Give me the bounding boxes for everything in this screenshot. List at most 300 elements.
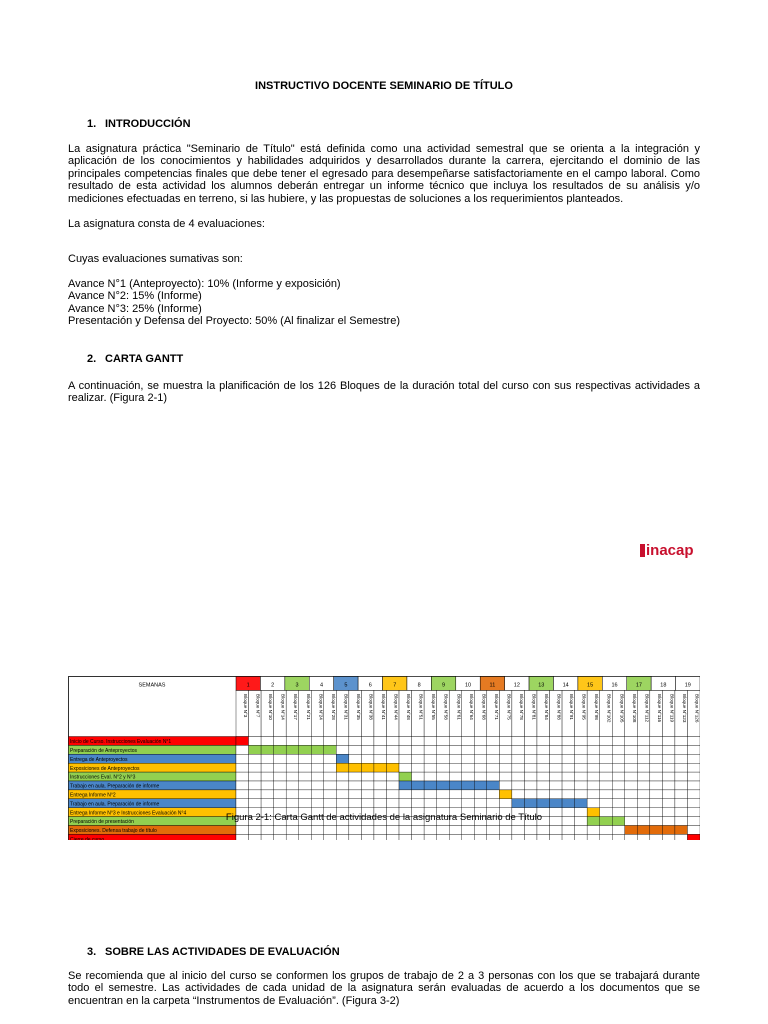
gantt-grid-cell — [662, 799, 675, 808]
gantt-grid-cell — [412, 754, 425, 763]
gantt-grid-cell — [412, 763, 425, 772]
gantt-grid-cell — [274, 799, 287, 808]
gantt-activity-bar — [562, 799, 575, 808]
gantt-activity-bar — [687, 834, 700, 840]
gantt-grid-cell — [524, 826, 537, 835]
gantt-grid-cell — [424, 763, 437, 772]
gantt-grid-cell — [299, 799, 312, 808]
gantt-grid-cell — [600, 745, 613, 754]
gantt-grid-cell — [374, 772, 387, 781]
figure-caption: Figura 2-1: Carta Gantt de actividades de la asignatura Seminario de Título — [225, 812, 543, 823]
gantt-activity-bar — [349, 763, 362, 772]
gantt-grid-cell — [386, 799, 399, 808]
gantt-grid-cell — [487, 790, 500, 799]
gantt-block-label: Bloque N°21 — [305, 694, 311, 720]
gantt-block-label: Bloque N°78 — [518, 694, 524, 720]
gantt-grid-cell — [361, 799, 374, 808]
gantt-grid-cell — [612, 754, 625, 763]
summative-evaluations-line: Cuyas evaluaciones sumativas son: — [68, 253, 243, 265]
gantt-grid-cell — [612, 745, 625, 754]
section-1-number: 1. — [87, 118, 97, 130]
gantt-grid-cell — [637, 799, 650, 808]
gantt-activity-bar — [336, 763, 349, 772]
gantt-activity-bar — [499, 790, 512, 799]
gantt-grid-cell — [612, 790, 625, 799]
gantt-grid-cell — [374, 754, 387, 763]
gantt-grid-cell — [625, 763, 638, 772]
gantt-grid-cell — [286, 737, 299, 746]
gantt-grid-cell — [662, 737, 675, 746]
gantt-grid-cell — [349, 745, 362, 754]
gantt-grid-cell — [286, 763, 299, 772]
gantt-grid-cell — [386, 745, 399, 754]
gantt-grid-cell — [562, 745, 575, 754]
gantt-grid-cell — [449, 763, 462, 772]
gantt-grid-cell — [386, 826, 399, 835]
gantt-grid-cell — [612, 737, 625, 746]
gantt-grid-cell — [650, 834, 663, 840]
gantt-grid-cell — [662, 834, 675, 840]
gantt-grid-cell — [662, 754, 675, 763]
gantt-grid-cell — [587, 754, 600, 763]
gantt-block-label: Bloque N°126 — [694, 694, 700, 723]
gantt-activity-bar — [399, 781, 412, 790]
evaluation-item: Avance N°2: 15% (Informe) — [68, 290, 202, 303]
gantt-grid-cell — [474, 834, 487, 840]
gantt-grid-cell — [562, 781, 575, 790]
gantt-grid-cell — [487, 745, 500, 754]
gantt-block-label: Bloque N°28 — [330, 694, 336, 720]
gantt-grid-cell — [349, 781, 362, 790]
gantt-grid-cell — [675, 754, 688, 763]
evaluation-item: Presentación y Defensa del Proyecto: 50% (Al finalizar el Semestre) — [68, 315, 400, 328]
gantt-grid-cell — [412, 826, 425, 835]
gantt-grid-cell — [637, 737, 650, 746]
gantt-block-label: Bloque N°116 — [656, 694, 662, 723]
section-2-heading — [87, 353, 183, 365]
gantt-grid-cell — [499, 834, 512, 840]
gantt-grid-cell — [625, 834, 638, 840]
gantt-grid-cell — [487, 737, 500, 746]
gantt-grid-cell — [236, 790, 249, 799]
gantt-grid-cell — [587, 737, 600, 746]
gantt-grid-cell — [524, 745, 537, 754]
gantt-grid-cell — [274, 754, 287, 763]
gantt-grid-cell — [487, 754, 500, 763]
introduction-paragraph: La asignatura práctica "Seminario de Título" está definida como una actividad semestral que se orienta a la integración y aplicación de los conocimientos y habilidades adquiridos y desarrollados durante la carrera, ejercitando el dominio de las principales competencias finales que debe tener el egresado para desempeñarse satisfactoriamente en el campo laboral. Como resultado de esta actividad los alumnos deberán entregar un informe técnico que incluya los resultados de su análisis y/o mediciones efectuadas en terreno, si las hubiere, y las propuestas de soluciones a los requerimientos planteados. — [68, 143, 700, 205]
gantt-grid-cell — [399, 834, 412, 840]
gantt-grid-cell — [311, 772, 324, 781]
gantt-grid-cell — [249, 763, 262, 772]
gantt-grid-cell — [562, 737, 575, 746]
gantt-grid-cell — [324, 772, 337, 781]
gantt-week-label: 8 — [417, 682, 421, 689]
gantt-grid-cell — [349, 772, 362, 781]
gantt-grid-cell — [274, 737, 287, 746]
gantt-grid-cell — [311, 781, 324, 790]
gantt-block-label: Bloque N°35 — [355, 694, 361, 720]
gantt-grid-cell — [311, 834, 324, 840]
gantt-block-label: Bloque N°41 — [381, 694, 387, 720]
gantt-grid-cell — [462, 799, 475, 808]
gantt-grid-cell — [437, 790, 450, 799]
gantt-grid-cell — [487, 799, 500, 808]
gantt-grid-cell — [687, 772, 700, 781]
gantt-activity-bar — [487, 781, 500, 790]
gantt-grid-cell — [662, 745, 675, 754]
gantt-grid-cell — [412, 772, 425, 781]
gantt-grid-cell — [562, 763, 575, 772]
gantt-week-label: 3 — [295, 682, 299, 689]
gantt-grid-cell — [449, 834, 462, 840]
section-1-title: INTRODUCCIÓN — [105, 118, 191, 130]
gantt-block-label: Bloque N°64 — [468, 694, 474, 720]
gantt-grid-cell — [311, 790, 324, 799]
gantt-block-label: Bloque N°61 — [456, 694, 462, 720]
evaluations-count-line: La asignatura consta de 4 evaluaciones: — [68, 218, 265, 230]
gantt-block-label: Bloque N°48 — [406, 694, 412, 720]
gantt-grid-cell — [274, 790, 287, 799]
gantt-grid-cell — [600, 790, 613, 799]
gantt-grid-cell — [587, 799, 600, 808]
gantt-grid-cell — [474, 745, 487, 754]
gantt-grid-cell — [299, 826, 312, 835]
gantt-grid-cell — [249, 754, 262, 763]
gantt-grid-cell — [399, 799, 412, 808]
gantt-grid-cell — [612, 834, 625, 840]
gantt-grid-cell — [424, 799, 437, 808]
gantt-grid-cell — [449, 799, 462, 808]
gantt-grid-cell — [374, 834, 387, 840]
gantt-grid-cell — [550, 763, 563, 772]
gantt-grid-cell — [637, 781, 650, 790]
gantt-grid-cell — [462, 745, 475, 754]
gantt-grid-cell — [625, 772, 638, 781]
gantt-activity-bar — [299, 745, 312, 754]
gantt-grid-cell — [462, 763, 475, 772]
gantt-grid-cell — [261, 763, 274, 772]
gantt-grid-cell — [575, 763, 588, 772]
gantt-grid-cell — [399, 763, 412, 772]
gantt-grid-cell — [299, 834, 312, 840]
gantt-activity-label: Entrega Informe N°3 e Instrucciones Evaluación N°4 — [70, 810, 187, 817]
gantt-week-label: 11 — [489, 682, 496, 689]
gantt-grid-cell — [675, 763, 688, 772]
gantt-grid-cell — [286, 799, 299, 808]
gantt-grid-cell — [587, 763, 600, 772]
gantt-grid-cell — [236, 781, 249, 790]
gantt-week-label: 7 — [393, 682, 397, 689]
gantt-grid-cell — [261, 781, 274, 790]
gantt-grid-cell — [374, 745, 387, 754]
gantt-grid-cell — [562, 790, 575, 799]
gantt-week-label: 18 — [660, 682, 667, 689]
gantt-block-label: Bloque N°44 — [393, 694, 399, 720]
gantt-grid-cell — [249, 790, 262, 799]
gantt-grid-cell — [374, 737, 387, 746]
gantt-grid-cell — [399, 826, 412, 835]
gantt-grid-cell — [524, 790, 537, 799]
gantt-activity-label: Trabajo en aula. Preparación de informe — [70, 783, 160, 790]
section-3-title: SOBRE LAS ACTIVIDADES DE EVALUACIÓN — [105, 946, 340, 958]
gantt-grid-cell — [311, 737, 324, 746]
gantt-grid-cell — [274, 826, 287, 835]
gantt-activity-bar — [412, 781, 425, 790]
gantt-grid-cell — [449, 737, 462, 746]
gantt-grid-cell — [336, 781, 349, 790]
gantt-activity-label: Entrega de Anteproyectos — [70, 756, 128, 763]
gantt-grid-cell — [687, 745, 700, 754]
gantt-grid-cell — [600, 763, 613, 772]
gantt-grid-cell — [537, 745, 550, 754]
gantt-grid-cell — [324, 826, 337, 835]
gantt-grid-cell — [361, 754, 374, 763]
gantt-block-label: Bloque N°31 — [343, 694, 349, 720]
gantt-grid-cell — [236, 763, 249, 772]
gantt-activity-bar — [261, 745, 274, 754]
gantt-grid-cell — [474, 790, 487, 799]
gantt-grid-cell — [474, 754, 487, 763]
gantt-grid-cell — [249, 772, 262, 781]
gantt-grid-cell — [236, 772, 249, 781]
gantt-grid-cell — [499, 754, 512, 763]
gantt-block-label: Bloque N°119 — [669, 694, 675, 723]
gantt-grid-cell — [336, 772, 349, 781]
gantt-grid-cell — [600, 834, 613, 840]
gantt-grid-cell — [336, 826, 349, 835]
gantt-grid-cell — [550, 754, 563, 763]
gantt-activity-label: Preparación de Anteproyectos — [70, 748, 137, 754]
gantt-intro-paragraph: A continuación, se muestra la planificación de los 126 Bloques de la duración total del curso con sus respectivas actividades a realizar. (Figura 2-1) — [68, 380, 700, 405]
gantt-grid-cell — [499, 781, 512, 790]
gantt-grid-cell — [274, 834, 287, 840]
gantt-grid-cell — [512, 754, 525, 763]
gantt-grid-cell — [499, 745, 512, 754]
gantt-grid-cell — [637, 754, 650, 763]
gantt-grid-cell — [537, 763, 550, 772]
gantt-grid-cell — [637, 745, 650, 754]
gantt-grid-cell — [462, 754, 475, 763]
gantt-grid-cell — [625, 737, 638, 746]
gantt-grid-cell — [587, 772, 600, 781]
section-1-heading — [87, 118, 191, 130]
gantt-grid-cell — [687, 799, 700, 808]
gantt-grid-cell — [675, 745, 688, 754]
gantt-activity-bar — [437, 781, 450, 790]
gantt-grid-cell — [324, 754, 337, 763]
gantt-block-label: Bloque N°98 — [594, 694, 600, 720]
gantt-week-label: 12 — [513, 682, 520, 689]
gantt-grid-cell — [424, 790, 437, 799]
gantt-grid-cell — [575, 737, 588, 746]
gantt-grid-cell — [687, 790, 700, 799]
gantt-grid-cell — [687, 826, 700, 835]
gantt-block-label: Bloque N°68 — [481, 694, 487, 720]
gantt-grid-cell — [437, 754, 450, 763]
gantt-grid-cell — [612, 772, 625, 781]
gantt-grid-cell — [462, 772, 475, 781]
gantt-grid-cell — [286, 754, 299, 763]
gantt-activity-bar — [474, 781, 487, 790]
gantt-grid-cell — [437, 772, 450, 781]
gantt-grid-cell — [336, 799, 349, 808]
gantt-grid-cell — [399, 737, 412, 746]
gantt-grid-cell — [236, 754, 249, 763]
gantt-grid-cell — [437, 834, 450, 840]
gantt-grid-cell — [550, 790, 563, 799]
gantt-grid-cell — [424, 745, 437, 754]
gantt-grid-cell — [512, 781, 525, 790]
logo-text: inacap — [646, 542, 694, 559]
gantt-activity-bar — [625, 826, 638, 835]
gantt-block-label: Bloque N°91 — [569, 694, 575, 720]
gantt-grid-cell — [462, 790, 475, 799]
gantt-grid-cell — [374, 799, 387, 808]
section-2-title: CARTA GANTT — [105, 353, 184, 365]
gantt-grid-cell — [361, 834, 374, 840]
gantt-grid-cell — [336, 737, 349, 746]
gantt-grid-cell — [650, 790, 663, 799]
gantt-activity-bar — [274, 745, 287, 754]
gantt-grid-cell — [575, 745, 588, 754]
gantt-grid-cell — [424, 772, 437, 781]
gantt-grid-cell — [349, 754, 362, 763]
gantt-activity-bar — [374, 763, 387, 772]
gantt-block-label: Bloque N°88 — [556, 694, 562, 720]
gantt-activity-bar — [550, 799, 563, 808]
gantt-grid-cell — [650, 781, 663, 790]
gantt-grid-cell — [286, 834, 299, 840]
evaluation-item: Avance N°1 (Anteproyecto): 10% (Informe y exposición) — [68, 278, 341, 290]
gantt-grid-cell — [662, 772, 675, 781]
gantt-grid-cell — [675, 799, 688, 808]
gantt-grid-cell — [687, 781, 700, 790]
gantt-week-label: 1 — [246, 682, 250, 689]
gantt-block-label: Bloque N°58 — [443, 694, 449, 720]
gantt-grid-cell — [637, 790, 650, 799]
gantt-grid-cell — [299, 772, 312, 781]
gantt-grid-cell — [349, 799, 362, 808]
gantt-grid-cell — [537, 790, 550, 799]
gantt-activity-bar — [399, 772, 412, 781]
gantt-grid-cell — [575, 790, 588, 799]
gantt-grid-cell — [587, 745, 600, 754]
gantt-grid-cell — [612, 826, 625, 835]
gantt-grid-cell — [399, 790, 412, 799]
gantt-grid-cell — [600, 799, 613, 808]
gantt-grid-cell — [612, 799, 625, 808]
gantt-activity-bar — [311, 745, 324, 754]
gantt-grid-cell — [537, 781, 550, 790]
gantt-grid-cell — [374, 790, 387, 799]
gantt-grid-cell — [524, 772, 537, 781]
gantt-activity-bar — [286, 745, 299, 754]
gantt-grid-cell — [499, 799, 512, 808]
gantt-grid-cell — [625, 799, 638, 808]
gantt-grid-cell — [324, 834, 337, 840]
gantt-grid-cell — [324, 781, 337, 790]
gantt-grid-cell — [261, 799, 274, 808]
gantt-grid-cell — [311, 763, 324, 772]
gantt-activity-label: Exposiciones de Anteproyectos — [70, 765, 140, 772]
gantt-grid-cell — [587, 826, 600, 835]
gantt-grid-cell — [562, 772, 575, 781]
gantt-grid-cell — [274, 772, 287, 781]
document-title: INSTRUCTIVO DOCENTE SEMINARIO DE TÍTULO — [255, 80, 513, 92]
gantt-grid-cell — [499, 826, 512, 835]
gantt-grid-cell — [349, 826, 362, 835]
evaluation-item: Avance N°3: 25% (Informe) — [68, 302, 202, 315]
gantt-grid-cell — [374, 781, 387, 790]
gantt-grid-cell — [274, 763, 287, 772]
gantt-grid-cell — [399, 745, 412, 754]
gantt-grid-cell — [550, 772, 563, 781]
gantt-grid-cell — [324, 790, 337, 799]
gantt-activity-bar — [662, 826, 675, 835]
gantt-grid-cell — [662, 763, 675, 772]
gantt-grid-cell — [487, 772, 500, 781]
gantt-block-label: Bloque N°108 — [631, 694, 637, 723]
gantt-grid-cell — [512, 745, 525, 754]
gantt-activity-label: Entrega Informe N°2 — [70, 792, 116, 799]
gantt-grid-cell — [537, 772, 550, 781]
gantt-week-label: 15 — [587, 682, 594, 689]
gantt-grid-cell — [374, 826, 387, 835]
gantt-grid-cell — [650, 772, 663, 781]
gantt-block-label: Bloque N°17 — [293, 694, 299, 720]
gantt-grid-cell — [487, 763, 500, 772]
gantt-grid-cell — [361, 790, 374, 799]
gantt-block-label: Bloque N°24 — [318, 694, 324, 720]
gantt-activity-bar — [249, 745, 262, 754]
gantt-grid-cell — [299, 763, 312, 772]
gantt-grid-cell — [261, 754, 274, 763]
gantt-grid-cell — [512, 834, 525, 840]
evaluation-activities-paragraph: Se recomienda que al inicio del curso se conformen los grupos de trabajo de 2 a 3 personas con los que se trabajará durante todo el semestre. Las actividades de cada unidad de la asignatura serán evaluadas de acuerdo a los documentos que se encuentran en la carpeta “Instrumentos de Evaluación”. (Figura 3-2) — [68, 970, 700, 1007]
gantt-grid-cell — [662, 781, 675, 790]
gantt-block-label: Bloque N°102 — [606, 694, 612, 723]
gantt-block-label: Bloque N°3 — [243, 694, 249, 718]
gantt-grid-cell — [650, 799, 663, 808]
gantt-grid-cell — [361, 781, 374, 790]
gantt-grid-cell — [449, 772, 462, 781]
gantt-block-label: Bloque N°38 — [368, 694, 374, 720]
gantt-block-label: Bloque N°71 — [493, 694, 499, 720]
gantt-grid-cell — [361, 745, 374, 754]
gantt-grid-cell — [550, 737, 563, 746]
gantt-grid-cell — [474, 737, 487, 746]
gantt-grid-cell — [412, 737, 425, 746]
gantt-grid-cell — [612, 763, 625, 772]
gantt-grid-cell — [575, 826, 588, 835]
gantt-activity-bar — [537, 799, 550, 808]
gantt-grid-cell — [386, 790, 399, 799]
gantt-grid-cell — [637, 763, 650, 772]
gantt-grid-cell — [512, 790, 525, 799]
gantt-grid-cell — [487, 826, 500, 835]
gantt-grid-cell — [336, 745, 349, 754]
gantt-activity-label: Preparación de presentación — [70, 819, 134, 826]
inacap-logo — [640, 542, 694, 559]
section-2-number: 2. — [87, 353, 97, 365]
gantt-grid-cell — [236, 745, 249, 754]
gantt-grid-cell — [474, 826, 487, 835]
gantt-grid-cell — [449, 745, 462, 754]
gantt-week-label: 5 — [344, 682, 348, 689]
gantt-activity-bar — [336, 754, 349, 763]
gantt-grid-cell — [437, 737, 450, 746]
gantt-activity-label: Instrucciones Eval. N°2 y N°3 — [70, 774, 136, 781]
